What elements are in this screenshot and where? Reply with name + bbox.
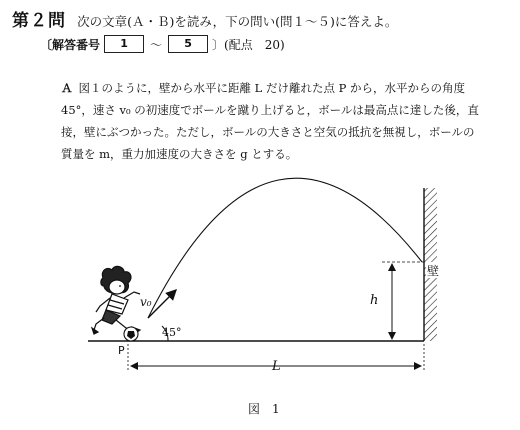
passage-line-3: 接，壁にぶつかった。ただし，ボールの大きさと空気の抵抗を無視し，ボールの <box>61 125 475 139</box>
figure-caption <box>248 400 280 417</box>
figure-caption-number: 1 <box>272 402 280 416</box>
points-label: 〕(配点 20) <box>212 37 285 52</box>
wall-label: 壁 <box>427 264 440 278</box>
ball-trajectory <box>148 178 422 318</box>
answer-box-end: 5 <box>168 35 208 53</box>
height-label: h <box>370 293 379 308</box>
question-instruction: 次の文章(Ａ・Ｂ)を読み，下の問い(問１～５)に答えよ。 <box>77 14 398 29</box>
passage-letter: Ａ <box>61 81 73 95</box>
angle-label: 45° <box>162 326 182 339</box>
passage-line-2: 45°，速さ v₀ の初速度でボールを蹴り上げると，ボールは最高点に達した後，直 <box>61 103 479 117</box>
velocity-arrow <box>148 290 176 318</box>
distance-label: L <box>272 359 281 374</box>
answer-number-label: 〔解答番号 <box>40 37 101 52</box>
answer-box-start: 1 <box>104 35 144 53</box>
kicker-icon <box>92 266 140 334</box>
answer-range-tilde: ～ <box>150 37 163 52</box>
soccer-ball-icon <box>124 327 138 341</box>
point-p-label: P <box>118 344 125 357</box>
question-number: 第２問 <box>12 11 66 31</box>
passage-line-4: 質量を m，重力加速度の大きさを g とする。 <box>61 147 298 161</box>
velocity-label: v₀ <box>140 295 152 309</box>
passage-line-1: 図１のように，壁から水平に距離 L だけ離れた点 P から，水平からの角度 <box>78 81 465 95</box>
figure-caption-word: 図 <box>248 402 261 416</box>
